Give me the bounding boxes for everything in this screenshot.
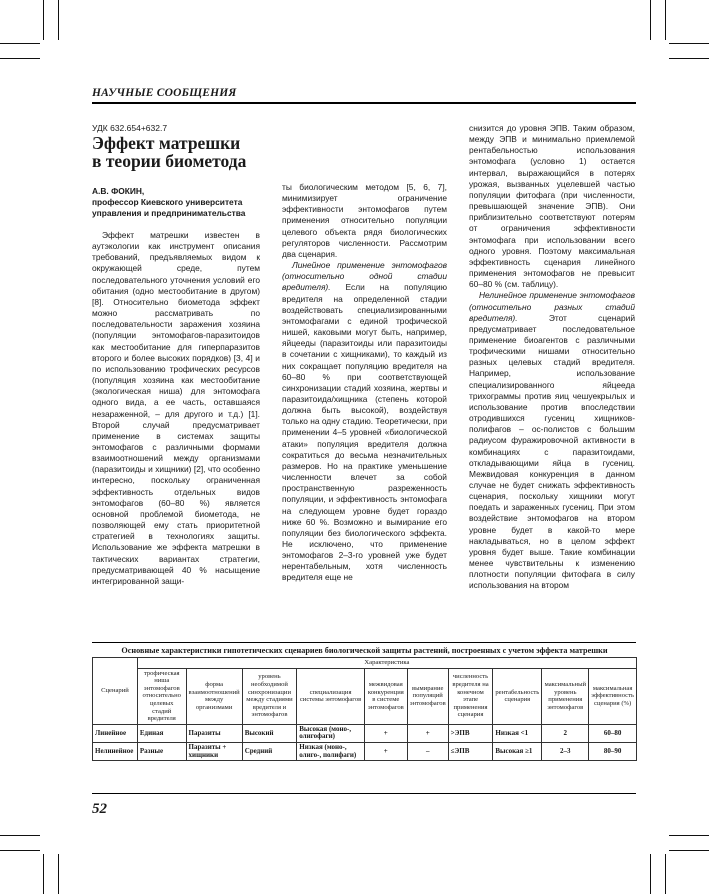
table-cell: +: [364, 742, 407, 760]
table-row: [93, 724, 637, 742]
table-cell: –: [407, 742, 448, 760]
author-affiliation: профессор Киевского университета управления и предпринимательства: [92, 197, 246, 219]
table-cell: 2–3: [542, 742, 589, 760]
crop-mark: [669, 835, 709, 836]
table-cell: Высокая ≥1: [493, 742, 542, 760]
footer-rule: [92, 793, 636, 794]
paragraph: [469, 290, 635, 591]
crop-mark: [650, 0, 651, 40]
table-cell: Высокая (моно-, олигофаги): [297, 724, 365, 742]
paragraph: ты биологическим методом [5, 6, 7], минимизирует ограничение эффективности энтомофагов путем применения относительно популяции целевого объекта рядя биологических регуляторов численности. Рассмотрим два сценария.: [282, 182, 447, 259]
table-cell: Низкая <1: [493, 724, 542, 742]
text-column-2: [282, 182, 447, 584]
table-cell: +: [364, 724, 407, 742]
crop-mark: [665, 0, 666, 40]
crop-mark: [0, 850, 40, 851]
table-cell: >ЭПВ: [448, 724, 493, 742]
crop-mark: [0, 43, 40, 44]
title-line-2: в теории биометода: [92, 151, 247, 171]
table-top-rule: [92, 642, 636, 643]
paragraph-text: Этот сценарий предусматривает последовательное применение биоагентов с различными трофическими нишами относительно разных целевых стадий вредителя. Например, использование специализированного яйцееда трихограммы против яиц чешуекрылых и использование против впоследствии отродившихся гусениц хищников-полифагов – ос-полистов с большим радиусом фуражировочной активности в комбинациях с паразитоидами, откладывающими яйца в гусениц. Межвидовая конкуренция в данном случае не будет снижать эффективность сценария, поскольку хищники могут поедать и зараженных гусениц. При этом воздействие энтомофагов на втором уровне будет в какой-то мере накладываться, но в целом эффект уровня будет выше. Такие комбинации менее чувствительны к изменению плотности популяции фитофага в силу использования на втором: [469, 312, 635, 591]
table-cell: Паразиты: [186, 724, 242, 742]
italic-heading: Линейное применение энтомофагов (относительно одной стадии вредителя).: [282, 260, 447, 293]
udk-code: УДК 632.654+632.7: [92, 123, 168, 133]
paragraph: снизится до уровня ЭПВ. Таким образом, между ЭПВ и минимально приемлемой рентабельностью использования энтомофага (условно 1) остается интервал, выражающийся в потерях урожая, вызванных уцелевшей частью популяции фитофага (при численности, превышающей значение ЭПВ). Они приблизительно соответствуют потерям от ограничения эффективности энтомофага при использовании всего одного уровня. Поэтому максимальная эффективность сценария линейного применения энтомофагов не превысит 60–80 % (см. таблицу).: [469, 123, 635, 290]
paragraph: [282, 260, 447, 584]
paragraph: Эффект матрешки известен в аутэкологии как инструмент описания требований, предъявляемых видом к окружающей среде, путем последовательного уточнения условий его обитания (одно местообитание в другом) [8]. Относительно биометода эффект можно рассматривать по последовательности заражения хозяина (популяции энтомофагов-паразитоидов как местообитание для гиперпаразитов второго и более высоких порядков) [3, 4] и по использованию трофических ресурсов (популяция хозяина как местообитание (экологическая ниша) для энтомофага одного вида, а ее часть, оставшаяся незараженной, – для другого и т.д.) [1]. Второй случай предусматривает применение в системах защиты энтомофагов с различными формами взаимоотношений между организмами (паразитоиды и хищники) [2], что особенно интересно, поскольку ограниченная эффективность отдельных видов энтомофагов (60–80 %) является основной проблемой биометода, не позволяющей ему стать приоритетной стратегией в технологиях защиты. Использование же эффекта матрешки в тактических вариантах стратегии, предусматривающей 40 % насыщение интегрированной защи-: [92, 230, 260, 586]
table-header-scenario: Сценарий: [93, 658, 138, 725]
table-caption: Основные характеристики гипотетических сценариев биологической защиты растений, построенных с учетом эффекта матрешки: [121, 646, 608, 655]
page-number: 52: [92, 801, 107, 817]
crop-mark: [43, 0, 44, 40]
crop-mark: [669, 58, 709, 59]
crop-mark: [58, 0, 59, 40]
header-rule: [92, 102, 636, 104]
table-cell: Паразиты + хищники: [186, 742, 242, 760]
crop-mark: [669, 43, 709, 44]
table-cell: Разные: [137, 742, 186, 760]
scenario-table: [92, 657, 637, 761]
crop-mark: [58, 854, 59, 894]
crop-mark: [0, 58, 40, 59]
title-line-1: Эффект матрешки: [92, 133, 241, 153]
table-cell-scenario: Линейное: [93, 724, 138, 742]
crop-mark: [0, 835, 40, 836]
table-header-group: Характеристика: [137, 658, 636, 669]
italic-heading: Нелинейное применение энтомофагов (относительно разных стадий вредителя).: [469, 290, 635, 323]
text-column-1: [92, 230, 260, 587]
author-block: [92, 186, 272, 220]
table-cell: +: [407, 724, 448, 742]
table-header: максимальная эффективность сценария (%): [589, 668, 637, 724]
table-cell: 80–90: [589, 742, 637, 760]
crop-mark: [669, 850, 709, 851]
crop-mark: [43, 854, 44, 894]
table-cell: Средний: [242, 742, 297, 760]
table-header: рентабельность сценария: [493, 668, 542, 724]
table-header: максимальный уровень применения энтомофагов: [542, 668, 589, 724]
crop-mark: [665, 854, 666, 894]
table-header: специализация системы энтомофагов: [297, 668, 365, 724]
table-header: численность вредителя на конечном этапе применения сценария: [448, 668, 493, 724]
table-row: [93, 742, 637, 760]
table-header: трофическая ниша энтомофагов относительно целевых стадий вредителя: [137, 668, 186, 724]
author-name: А.В. ФОКИН,: [92, 186, 145, 196]
table-header: форма взаимоотношений между организмами: [186, 668, 242, 724]
table-header: вымирание популяций энтомофагов: [407, 668, 448, 724]
table-header: уровень необходимой синхронизации между стадиями вредителя и энтомофагов: [242, 668, 297, 724]
table-cell: Низкая (моно-, олиго-, полифаги): [297, 742, 365, 760]
table-cell: Высокий: [242, 724, 297, 742]
table-cell: 2: [542, 724, 589, 742]
section-title: НАУЧНЫЕ СООБЩЕНИЯ: [92, 87, 237, 99]
table-cell: Единая: [137, 724, 186, 742]
table-cell: ≤ЭПВ: [448, 742, 493, 760]
table-cell: 60–80: [589, 724, 637, 742]
paragraph-text: Если на популяцию вредителя на определенной стадии воздействовать специализированными энтомофагами с единой трофической нишей, каковыми могут быть, например, яйцееды (паразитоиды или паразитоиды в сочетании с хищниками), то каждый из них сокращает популяцию вредителя на 60–80 % при соответствующей синхронизации стадий хозяина, жертвы и паразитоида/хищника (степень которой должна быть высокой), воздействуя только на одну стадию. Теоретически, при применении 4–5 уровней «биологической атаки» популяция вредителя должна сократиться до весьма незначительных размеров. Но на практике уменьшение численности влечет за собой пространственную разреженность популяции, и эффективность энтомофага на следующем уровне будет гораздо ниже 60 %. Возможно и вымирание его популяции без биологического эффекта. Не исключено, что применение энтомофагов 2–3-го уровней уже будет нерентабельным, хотя численность вредителя еще не: [282, 282, 447, 583]
table-header: межвидовая конкуренция в системе энтомофагов: [364, 668, 407, 724]
crop-mark: [650, 854, 651, 894]
table-cell-scenario: Нелинейное: [93, 742, 138, 760]
text-column-3: [469, 123, 635, 592]
article-title: [92, 134, 282, 170]
